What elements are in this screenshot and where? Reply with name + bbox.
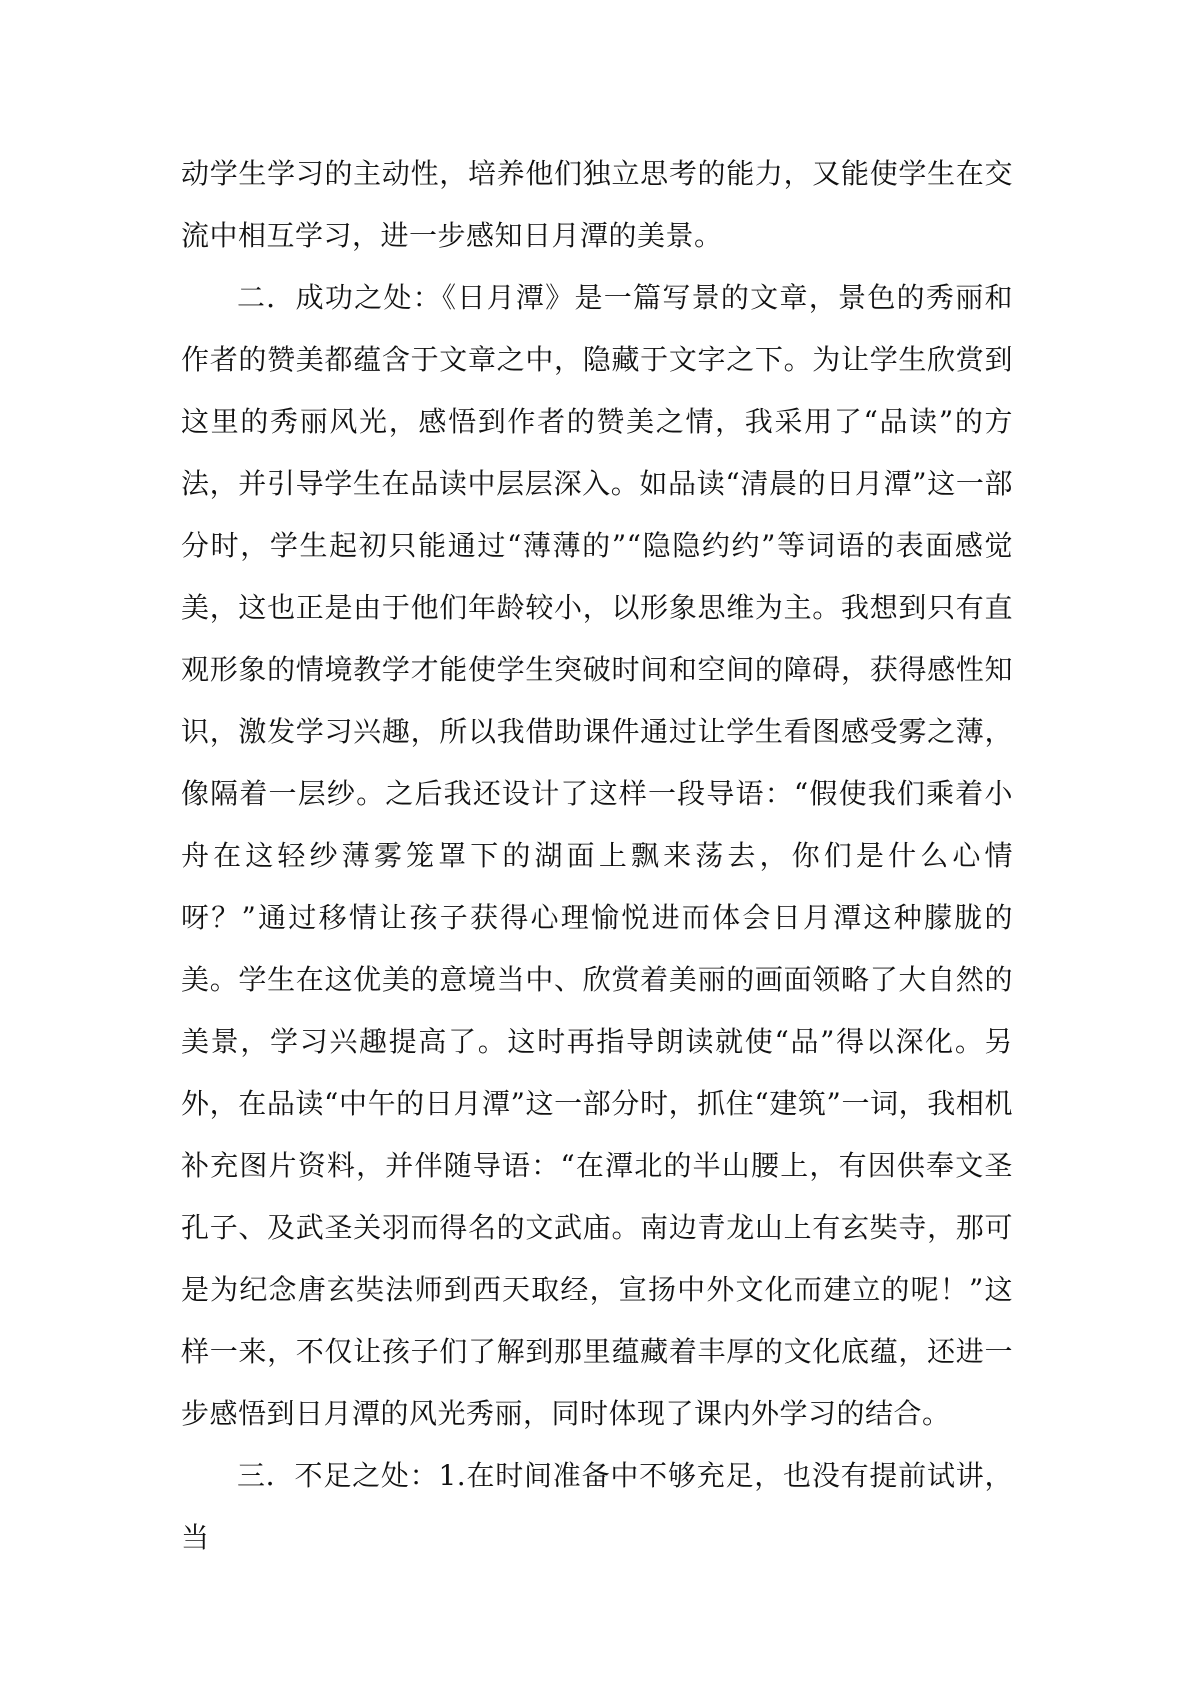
paragraph-continuation: 动学生学习的主动性，培养他们独立思考的能力，又能使学生在交流中相互学习，进一步感知日月潭的美景。 — [181, 157, 1013, 252]
paragraph-shortcomings: 三．不足之处：1.在时间准备中不够充足，也没有提前试讲，当 — [181, 1459, 1013, 1554]
document-body — [181, 143, 1013, 1569]
paragraph-success: 二．成功之处：《日月潭》是一篇写景的文章，景色的秀丽和作者的赞美都蕴含于文章之中，隐藏于文字之下。为让学生欣赏到这里的秀丽风光，感悟到作者的赞美之情，我采用了“品读”的方法，并引导学生在品读中层层深入。如品读“清晨的日月潭”这一部分时，学生起初只能通过“薄薄的”“隐隐约约”等词语的表面感觉美，这也正是由于他们年龄较小，以形象思维为主。我想到只有直观形象的情境教学才能使学生突破时间和空间的障碍，获得感性知识，激发学习兴趣，所以我借助课件通过让学生看图感受雾之薄，像隔着一层纱。之后我还设计了这样一段导语：“假使我们乘着小舟在这轻纱薄雾笼罩下的湖面上飘来荡去，你们是什么心情呀？”通过移情让孩子获得心理愉悦进而体会日月潭这种朦胧的美。学生在这优美的意境当中、欣赏着美丽的画面领略了大自然的美景，学习兴趣提高了。这时再指导朗读就使“品”得以深化。另外，在品读“中午的日月潭”这一部分时，抓住“建筑”一词，我相机补充图片资料，并伴随导语：“在潭北的半山腰上，有因供奉文圣孔子、及武圣关羽而得名的文武庙。南边青龙山上有玄奘寺，那可是为纪念唐玄奘法师到西天取经，宣扬中外文化而建立的呢！”这样一来，不仅让孩子们了解到那里蕴藏着丰厚的文化底蕴，还进一步感悟到日月潭的风光秀丽，同时体现了课内外学习的结合。 — [181, 281, 1013, 1430]
